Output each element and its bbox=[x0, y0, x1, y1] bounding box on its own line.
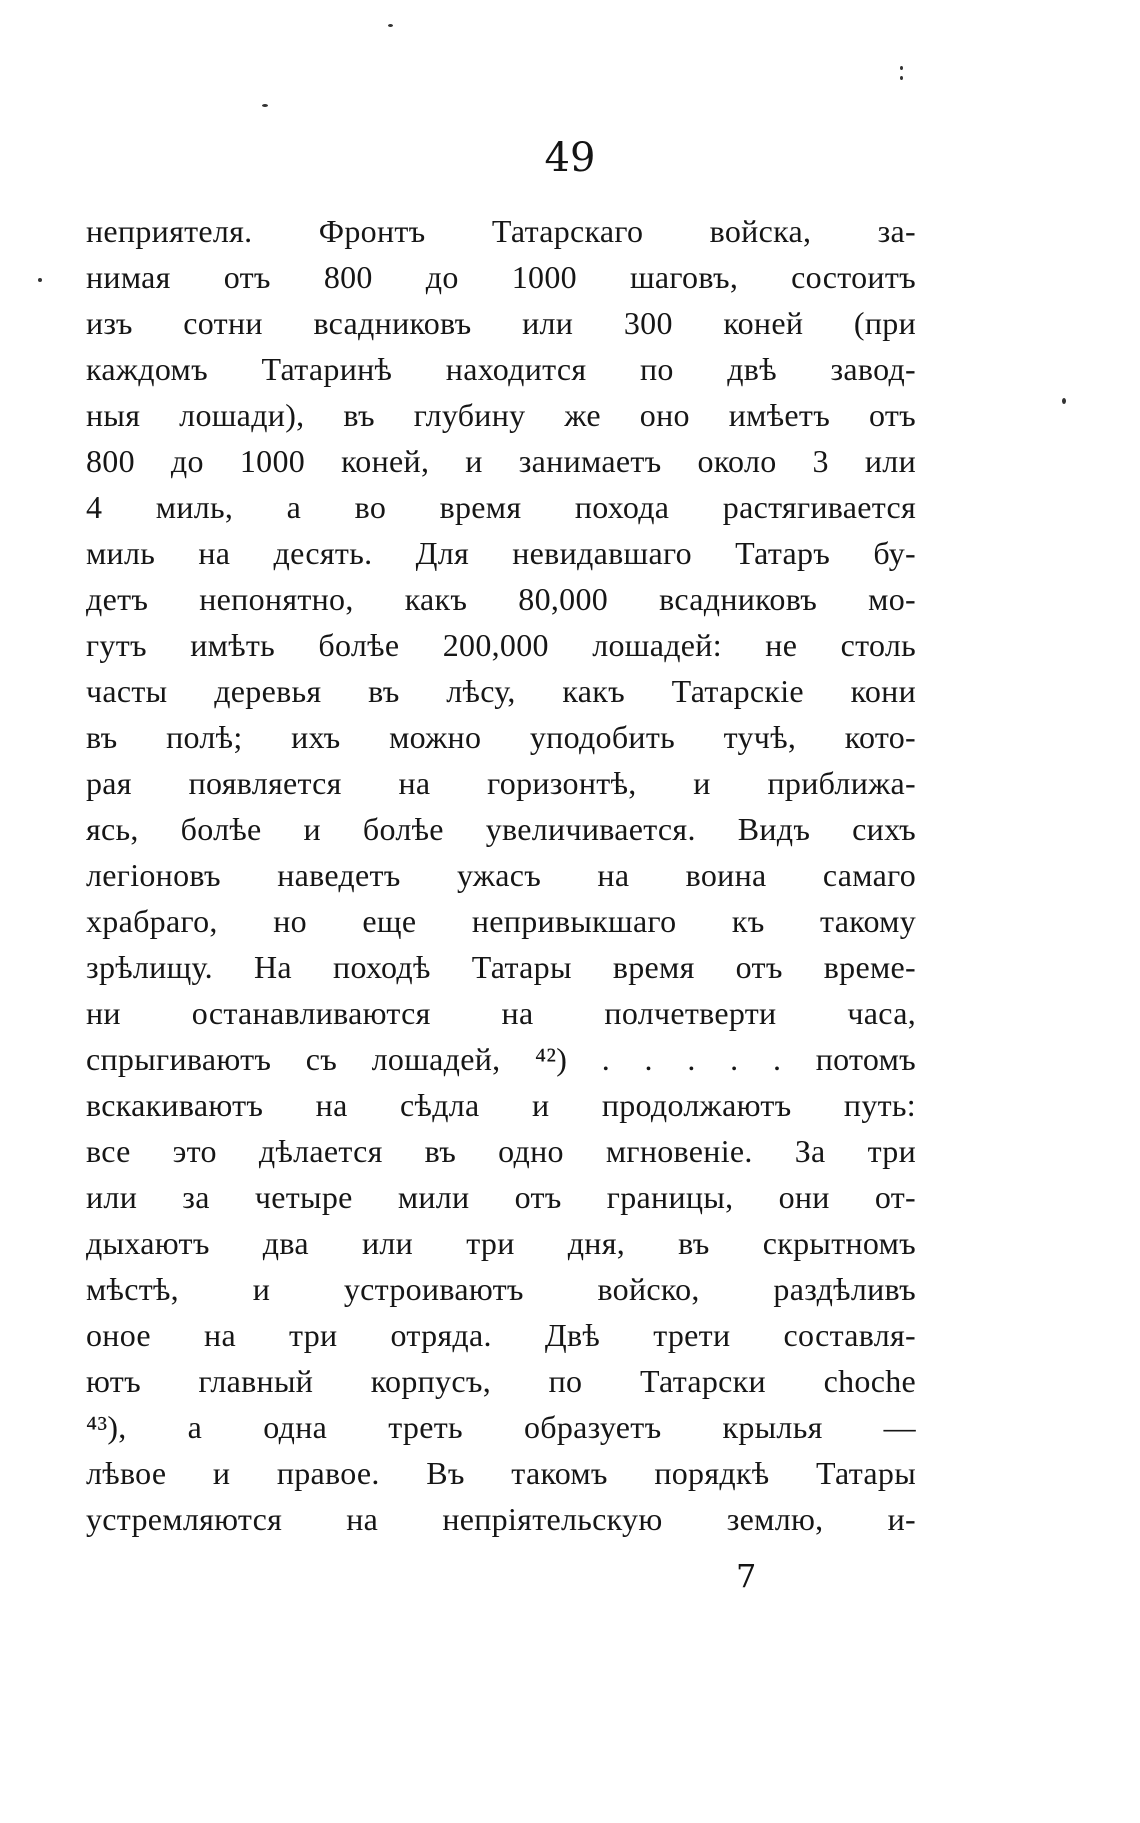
page-number: 49 bbox=[544, 135, 596, 181]
body-text bbox=[86, 208, 916, 1542]
text-line: все это дѣлается въ одно мгновеніе. За три bbox=[86, 1133, 916, 1169]
text-line: въ полѣ; ихъ можно уподобить тучѣ, кото- bbox=[86, 719, 916, 755]
text-line: неприятеля. Фронтъ Татарскаго войска, за- bbox=[86, 213, 916, 249]
text-line: детъ непонятно, какъ 80,000 всадниковъ мо- bbox=[86, 581, 916, 617]
text-line: 4 миль, а во время похода растягивается bbox=[86, 489, 916, 525]
text-line: гутъ имѣть болѣе 200,000 лошадей: не столь bbox=[86, 627, 916, 663]
print-speck bbox=[900, 76, 903, 80]
text-line: часты деревья въ лѣсу, какъ Татарскіе кони bbox=[86, 673, 916, 709]
text-line: лѣвое и правое. Въ такомъ порядкѣ Татары bbox=[86, 1455, 916, 1491]
text-line: спрыгиваютъ съ лошадей, ⁴²) . . . . . потомъ bbox=[86, 1041, 916, 1077]
text-line: ясь, болѣе и болѣе увеличивается. Видъ сихъ bbox=[86, 811, 916, 847]
text-line: легіоновъ наведетъ ужасъ на воина самаго bbox=[86, 857, 916, 893]
text-line: ютъ главный корпусъ, по Татарски choche bbox=[86, 1363, 916, 1399]
text-line: ни останавливаются на полчетверти часа, bbox=[86, 995, 916, 1031]
text-line: изъ сотни всадниковъ или 300 коней (при bbox=[86, 305, 916, 341]
print-speck bbox=[900, 66, 903, 70]
print-speck bbox=[1062, 398, 1066, 404]
text-line: нимая отъ 800 до 1000 шаговъ, состоитъ bbox=[86, 259, 916, 295]
text-line: устремляются на непріятельскую землю, и- bbox=[86, 1501, 916, 1537]
text-line: вскакиваютъ на сѣдла и продолжаютъ путь: bbox=[86, 1087, 916, 1123]
text-line: ⁴³), а одна треть образуетъ крылья — bbox=[86, 1409, 916, 1445]
signature-mark: 7 bbox=[736, 1557, 757, 1595]
text-line: дыхаютъ два или три дня, въ скрытномъ bbox=[86, 1225, 916, 1261]
text-line: миль на десять. Для невидавшаго Татаръ бу- bbox=[86, 535, 916, 571]
text-line: или за четыре мили отъ границы, они от- bbox=[86, 1179, 916, 1215]
text-line: каждомъ Татаринѣ находится по двѣ завод- bbox=[86, 351, 916, 387]
text-line: зрѣлищу. На походѣ Татары время отъ време- bbox=[86, 949, 916, 985]
print-speck bbox=[388, 24, 393, 27]
text-line: оное на три отряда. Двѣ трети составля- bbox=[86, 1317, 916, 1353]
text-line: ныя лошади), въ глубину же оно имѣетъ отъ bbox=[86, 397, 916, 433]
text-line: рая появляется на горизонтѣ, и приближа- bbox=[86, 765, 916, 801]
print-speck bbox=[262, 104, 268, 107]
text-line: мѣстѣ, и устроиваютъ войско, раздѣливъ bbox=[86, 1271, 916, 1307]
text-line: 800 до 1000 коней, и занимаетъ около 3 или bbox=[86, 443, 916, 479]
print-speck bbox=[38, 278, 42, 282]
text-line: храбраго, но еще непривыкшаго къ такому bbox=[86, 903, 916, 939]
